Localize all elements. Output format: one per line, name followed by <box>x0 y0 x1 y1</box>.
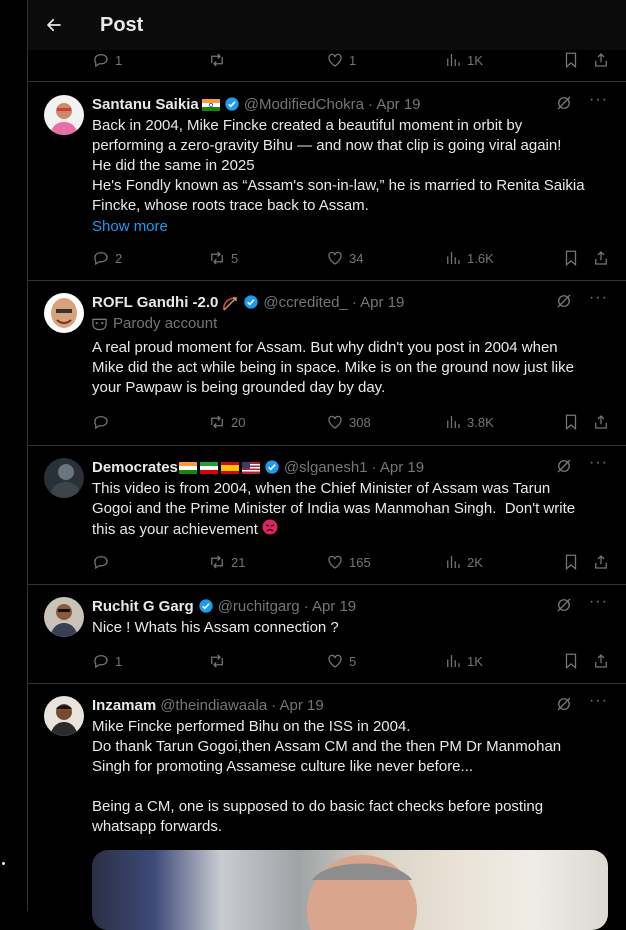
share-button[interactable] <box>592 413 610 431</box>
reply-icon <box>92 553 110 571</box>
heart-icon <box>326 249 344 267</box>
india-flag-icon <box>202 98 220 110</box>
verified-badge-icon <box>224 96 240 112</box>
like-count: 34 <box>349 250 364 266</box>
grok-icon[interactable] <box>555 94 573 112</box>
author-name[interactable]: Inzamam <box>92 696 157 714</box>
views-count: 3.8K <box>467 414 494 430</box>
like-count: 5 <box>349 653 357 669</box>
views-button[interactable] <box>444 249 494 267</box>
author-handle[interactable]: @ruchitgarg <box>217 597 300 615</box>
bookmark-button[interactable] <box>562 249 580 267</box>
bookmark-icon <box>562 413 580 431</box>
like-button[interactable] <box>326 51 356 69</box>
grok-icon[interactable] <box>555 695 573 713</box>
like-count: 1 <box>349 52 357 68</box>
more-options-icon[interactable]: ··· <box>589 454 608 471</box>
verified-badge-icon <box>243 294 259 310</box>
bookmark-icon <box>562 51 580 69</box>
views-icon <box>444 413 462 431</box>
views-icon <box>444 249 462 267</box>
author-handle[interactable]: @ModifiedChokra <box>243 95 364 113</box>
share-button[interactable] <box>592 249 610 267</box>
post-text: A real proud moment for Assam. But why didn't you post in 2004 when Mike did the act while being in space. Mike is on the ground now just like your Pawpaw is being grounded day by day. <box>92 339 574 396</box>
author-handle[interactable]: @theindiawaala <box>160 696 268 714</box>
reply-button[interactable] <box>92 652 122 670</box>
share-icon <box>592 249 610 267</box>
post-text-content: This video is from 2004, when the Chief Minister of Assam was Tarun Gogoi and the Prime Minister of India was Manmohan Singh. Don't write this as your achievement <box>92 480 576 538</box>
repost-count: 20 <box>231 414 246 430</box>
bow-and-arrow-icon <box>221 296 239 308</box>
reply-count: 1 <box>115 653 123 669</box>
spain-flag-icon <box>221 461 239 473</box>
iran-flag-icon <box>200 461 218 473</box>
views-count: 2K <box>467 554 483 570</box>
share-button[interactable] <box>592 51 610 69</box>
post-text: Mike Fincke performed Bihu on the ISS in 2004. Do thank Tarun Gogoi,then Assam CM and the then PM Dr Manmohan Singh for promoting Assamese culture like never before... Being a CM, one is supposed to do basic fact checks before posting whatsapp forwards. <box>92 718 562 835</box>
like-button[interactable] <box>326 413 371 431</box>
heart-icon <box>326 51 344 69</box>
heart-icon <box>326 413 344 431</box>
repost-button[interactable] <box>208 413 245 431</box>
more-options-icon[interactable]: ··· <box>589 289 608 306</box>
header-bar <box>28 0 626 50</box>
more-options-icon[interactable]: ··· <box>589 692 608 709</box>
share-icon <box>592 553 610 571</box>
post-date[interactable]: · Apr 19 <box>351 293 405 311</box>
views-count: 1K <box>467 653 483 669</box>
heart-icon <box>326 652 344 670</box>
usa-flag-icon <box>242 461 260 473</box>
reply-post[interactable] <box>28 446 626 585</box>
bookmark-icon <box>562 249 580 267</box>
views-count: 1K <box>467 52 483 68</box>
reply-button[interactable] <box>92 413 115 431</box>
like-button[interactable] <box>326 249 363 267</box>
heart-icon <box>326 553 344 571</box>
bookmark-button[interactable] <box>562 51 580 69</box>
author-name[interactable]: Ruchit G Garg <box>92 597 194 615</box>
bookmark-button[interactable] <box>562 652 580 670</box>
post-date[interactable]: · Apr 19 <box>271 696 324 714</box>
reply-post[interactable] <box>28 281 626 446</box>
bookmark-button[interactable] <box>562 553 580 571</box>
reply-icon <box>92 249 110 267</box>
reply-count: 2 <box>115 250 123 266</box>
repost-icon <box>208 553 226 571</box>
post-date[interactable]: · Apr 19 <box>303 597 357 615</box>
share-icon <box>592 51 610 69</box>
verified-badge-icon <box>264 459 280 475</box>
post-text <box>92 479 613 541</box>
repost-icon <box>208 413 226 431</box>
author-name[interactable]: Santanu Saikia <box>92 95 199 113</box>
repost-button[interactable] <box>208 249 238 267</box>
repost-icon <box>208 249 226 267</box>
post-text: Nice ! Whats his Assam connection ? <box>92 619 339 636</box>
grok-icon[interactable] <box>555 292 573 310</box>
like-count: 165 <box>349 554 371 570</box>
share-icon <box>592 652 610 670</box>
attached-video-thumbnail[interactable] <box>92 850 608 930</box>
views-button[interactable] <box>444 652 483 670</box>
page-marker <box>2 862 5 865</box>
views-button[interactable] <box>444 553 483 571</box>
reply-post[interactable] <box>28 684 626 911</box>
reply-post[interactable] <box>28 82 626 281</box>
repost-icon <box>208 51 226 69</box>
reply-button[interactable] <box>92 51 122 69</box>
avatar[interactable] <box>44 597 84 637</box>
like-button[interactable] <box>326 553 371 571</box>
repost-button[interactable] <box>208 652 231 670</box>
india-flag-icon <box>179 461 197 473</box>
like-button[interactable] <box>326 652 356 670</box>
angry-face-emoji-icon <box>262 519 278 541</box>
repost-button[interactable] <box>208 553 245 571</box>
reply-icon <box>92 51 110 69</box>
more-options-icon[interactable]: ··· <box>589 593 608 610</box>
post-date[interactable]: · Apr 19 <box>371 458 425 476</box>
views-icon <box>444 51 462 69</box>
parody-mask-icon <box>92 317 107 331</box>
reply-count: 1 <box>115 52 123 68</box>
post-date[interactable]: · Apr 19 <box>368 95 421 113</box>
share-button[interactable] <box>592 553 610 571</box>
views-icon <box>444 553 462 571</box>
reply-icon <box>92 413 110 431</box>
reply-button[interactable] <box>92 249 122 267</box>
views-icon <box>444 652 462 670</box>
avatar[interactable] <box>44 95 84 135</box>
show-more-link[interactable]: Show more <box>92 218 168 235</box>
reply-post[interactable] <box>28 585 626 684</box>
parody-label: Parody account <box>113 315 218 332</box>
share-button[interactable] <box>592 652 610 670</box>
more-options-icon[interactable]: ··· <box>589 91 608 108</box>
avatar[interactable] <box>44 696 84 736</box>
avatar[interactable] <box>44 293 84 333</box>
repost-button[interactable] <box>208 51 231 69</box>
repost-count: 5 <box>231 250 239 266</box>
views-count: 1.6K <box>467 250 494 266</box>
share-icon <box>592 413 610 431</box>
grok-icon[interactable] <box>555 457 573 475</box>
author-handle[interactable]: @slganesh1 <box>283 458 368 476</box>
views-button[interactable] <box>444 51 483 69</box>
like-count: 308 <box>349 414 371 430</box>
grok-icon[interactable] <box>555 596 573 614</box>
page-title: Post <box>100 13 144 36</box>
bookmark-button[interactable] <box>562 413 580 431</box>
avatar[interactable] <box>44 458 84 498</box>
post-thread <box>27 0 626 911</box>
views-button[interactable] <box>444 413 494 431</box>
repost-count: 21 <box>231 554 246 570</box>
verified-badge-icon <box>198 598 214 614</box>
reply-icon <box>92 652 110 670</box>
reply-button[interactable] <box>92 553 115 571</box>
back-arrow-icon[interactable] <box>44 15 64 35</box>
bookmark-icon <box>562 652 580 670</box>
author-handle[interactable]: @ccredited_ <box>263 293 348 311</box>
repost-icon <box>208 652 226 670</box>
parent-post-actions <box>28 45 626 82</box>
post-text: Back in 2004, Mike Fincke created a beautiful moment in orbit by performing a zero-gravity Bihu — and now that clip is going viral again! He did the same in 2025 He's Fondly known as “Assam's son-in-law,” he is married to Renita Saikia Fincke, whose roots trace back to Assam. <box>92 117 585 214</box>
bookmark-icon <box>562 553 580 571</box>
author-name[interactable]: ROFL Gandhi -2.0 <box>92 293 219 311</box>
author-name[interactable]: Democrates <box>92 458 178 476</box>
